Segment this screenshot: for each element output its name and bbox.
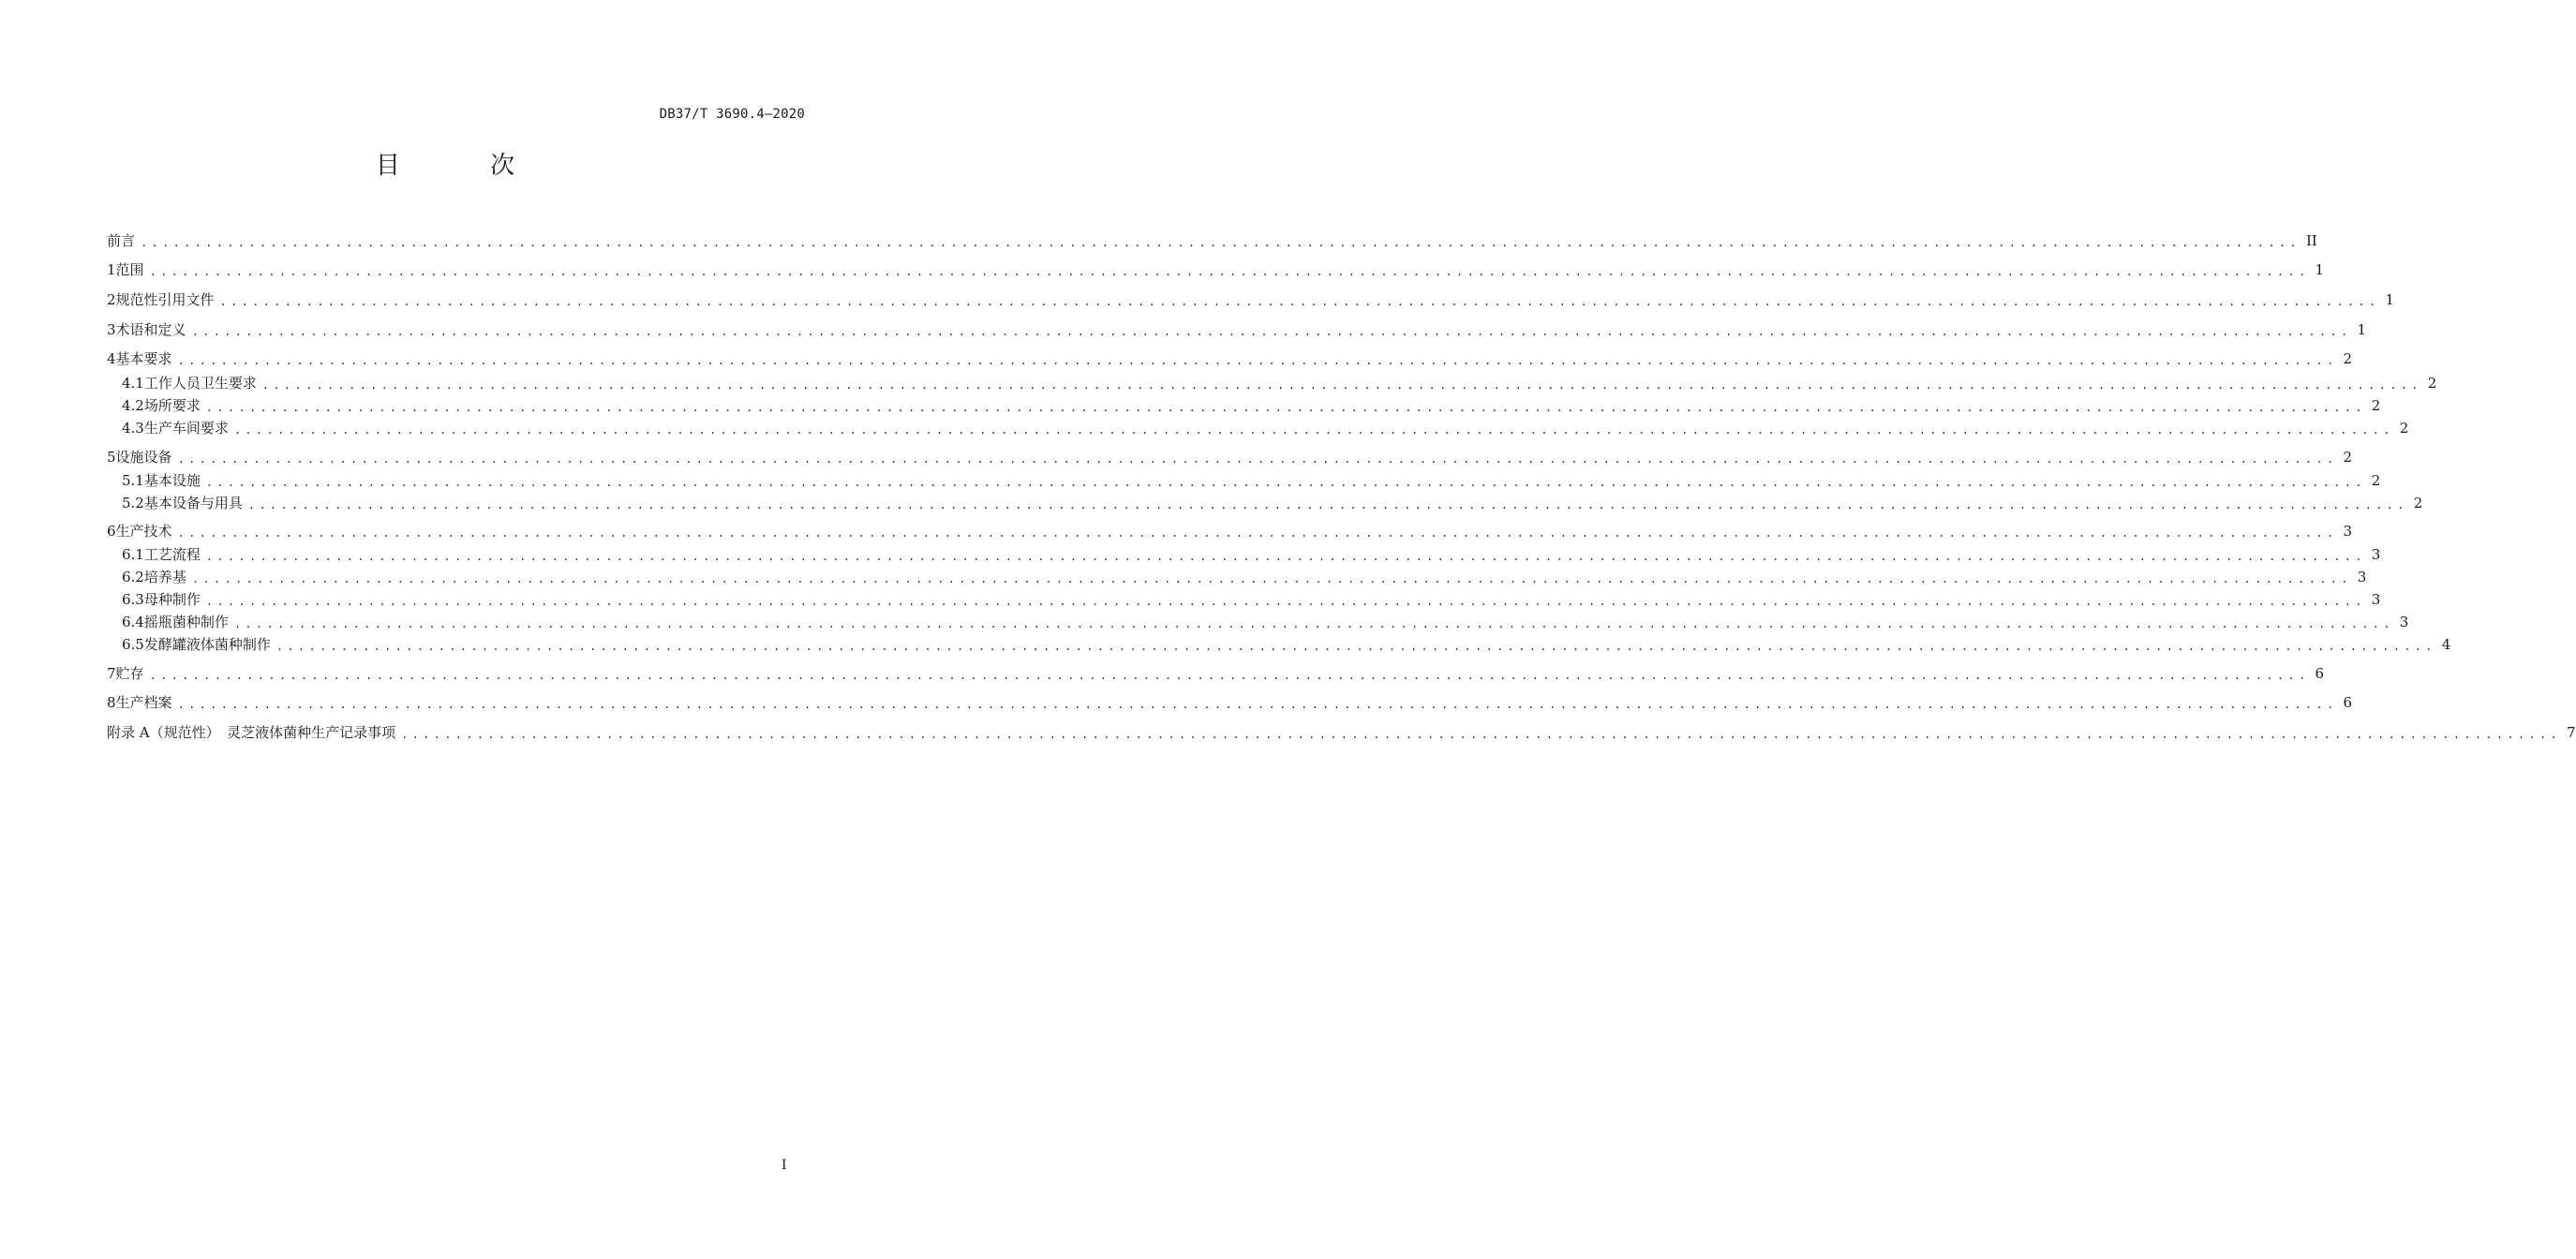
toc-entry[interactable] bbox=[107, 663, 2325, 684]
toc-entry-number: 8 bbox=[107, 694, 116, 711]
toc-entry-number: 6.3 bbox=[122, 591, 144, 608]
toc-entry[interactable] bbox=[122, 544, 2381, 565]
toc-entry-label: 场所要求 bbox=[143, 397, 201, 414]
toc-entry[interactable] bbox=[107, 521, 2353, 541]
toc-entry-label: 培养基 bbox=[143, 569, 186, 585]
toc-entry-page: 1 bbox=[2385, 291, 2395, 308]
toc-entry-label: 母种制作 bbox=[143, 591, 201, 608]
toc-leader-dots: ........................................................................................................................................................................................................ bbox=[191, 325, 2352, 338]
toc-entry-page: 6 bbox=[2315, 665, 2325, 682]
toc-entry[interactable] bbox=[122, 470, 2381, 491]
toc-entry-number: 6.1 bbox=[122, 546, 144, 563]
toc-entry-number: 4.1 bbox=[122, 375, 144, 392]
toc-entry-number: 6 bbox=[107, 523, 116, 540]
toc-entry[interactable] bbox=[122, 493, 2423, 513]
toc-leader-dots: ........................................................................................................................................................................................................ bbox=[247, 498, 2408, 511]
toc-entry-number: 6.5 bbox=[122, 636, 144, 653]
toc-entry[interactable] bbox=[122, 373, 2437, 393]
toc-leader-dots: ........................................................................................................................................................................................................ bbox=[401, 728, 2562, 741]
toc-entry-label: 基本设施 bbox=[143, 472, 201, 489]
toc-entry-label: 工作人员卫生要求 bbox=[143, 375, 257, 392]
toc-entry-number: 1 bbox=[107, 261, 116, 278]
toc-leader-dots: ........................................................................................................................................................................................................ bbox=[219, 295, 2380, 308]
toc-entry-number: 5.2 bbox=[122, 495, 144, 511]
toc-entry-label: 生产档案 bbox=[115, 694, 172, 711]
toc-entry-label: 设施设备 bbox=[115, 449, 172, 466]
toc-entry-page: 3 bbox=[2371, 546, 2381, 563]
toc-entry-page: 2 bbox=[2343, 449, 2353, 466]
toc-entry-page: 1 bbox=[2357, 321, 2367, 338]
toc-entry-page: 2 bbox=[2399, 420, 2409, 437]
toc-entry[interactable] bbox=[107, 722, 2576, 743]
toc-entry-label: 发酵罐液体菌种制作 bbox=[143, 636, 271, 653]
toc-entry-page: 2 bbox=[2371, 472, 2381, 489]
toc-entry-label: 工艺流程 bbox=[143, 546, 201, 563]
toc-leader-dots: ........................................................................................................................................................................................................ bbox=[275, 640, 2436, 653]
toc-entry-label: 范围 bbox=[115, 261, 144, 278]
toc-leader-dots: ........................................................................................................................................................................................................ bbox=[177, 452, 2338, 466]
toc-entry-number: 4.2 bbox=[122, 397, 144, 414]
toc-entry-label: 前言 bbox=[107, 232, 136, 249]
toc-entry-page: 4 bbox=[2441, 636, 2451, 653]
toc-entry-number: 4 bbox=[107, 350, 116, 367]
toc-entry-label: 术语和定义 bbox=[115, 321, 186, 338]
toc-entry-page: 1 bbox=[2315, 261, 2325, 278]
toc-entry-page: 2 bbox=[2371, 397, 2381, 414]
toc-entry-label: 基本要求 bbox=[115, 350, 172, 367]
toc-entry[interactable] bbox=[122, 634, 2451, 655]
toc-entry-label: 规范性引用文件 bbox=[115, 291, 215, 308]
document-code: DB37/T 3690.4—2020 bbox=[659, 107, 805, 122]
toc-entry[interactable] bbox=[122, 612, 2409, 632]
toc-entry-page: 3 bbox=[2343, 523, 2353, 540]
toc-leader-dots: ........................................................................................................................................................................................................ bbox=[191, 572, 2352, 585]
page-number: I bbox=[782, 1158, 787, 1173]
toc-entry-page: 3 bbox=[2371, 591, 2381, 608]
toc-leader-dots: ........................................................................................................................................................................................................ bbox=[233, 423, 2394, 437]
toc-entry[interactable] bbox=[107, 259, 2325, 280]
toc-entry[interactable] bbox=[122, 567, 2367, 587]
toc-entry-label: 贮存 bbox=[115, 665, 144, 682]
toc-leader-dots: ........................................................................................................................................................................................................ bbox=[261, 378, 2422, 392]
toc-entry-page: 2 bbox=[2427, 375, 2437, 392]
toc-entry-page: 7 bbox=[2567, 724, 2576, 741]
toc-leader-dots: ........................................................................................................................................................................................................ bbox=[149, 265, 2310, 278]
toc-entry-label: 生产车间要求 bbox=[143, 420, 229, 437]
toc-entry-number: 7 bbox=[107, 665, 116, 682]
toc-entry-number: 4.3 bbox=[122, 420, 144, 437]
toc-entry[interactable] bbox=[107, 230, 2317, 251]
toc-leader-dots: ........................................................................................................................................................................................................ bbox=[149, 669, 2310, 682]
toc-entry-page: 2 bbox=[2343, 350, 2353, 367]
toc-entry[interactable] bbox=[107, 319, 2367, 340]
toc-entry[interactable] bbox=[107, 348, 2353, 369]
toc-title: 目 次 bbox=[375, 152, 557, 180]
toc-entry-page: 3 bbox=[2357, 569, 2367, 585]
toc-entry-page: II bbox=[2305, 232, 2317, 249]
toc-entry[interactable] bbox=[122, 395, 2381, 416]
toc-entry-page: 3 bbox=[2399, 614, 2409, 630]
toc-leader-dots: ........................................................................................................................................................................................................ bbox=[177, 698, 2338, 711]
toc-entry-label: 附录 A（规范性） 灵芝液体菌种生产记录事项 bbox=[107, 724, 396, 741]
toc-entry[interactable] bbox=[107, 447, 2353, 467]
toc-entry[interactable] bbox=[107, 289, 2395, 310]
toc-entry-number: 3 bbox=[107, 321, 116, 338]
toc-leader-dots: ........................................................................................................................................................................................................ bbox=[205, 476, 2366, 489]
toc-entry-label: 摇瓶菌种制作 bbox=[143, 614, 229, 630]
toc-leader-dots: ........................................................................................................................................................................................................ bbox=[141, 236, 2301, 249]
toc-leader-dots: ........................................................................................................................................................................................................ bbox=[205, 550, 2366, 563]
toc-leader-dots: ........................................................................................................................................................................................................ bbox=[205, 401, 2366, 414]
toc-leader-dots: ........................................................................................................................................................................................................ bbox=[177, 526, 2338, 540]
toc-leader-dots: ........................................................................................................................................................................................................ bbox=[233, 617, 2394, 630]
toc-entry-page: 6 bbox=[2343, 694, 2353, 711]
toc-entry-number: 5 bbox=[107, 449, 116, 466]
toc-entry-label: 基本设备与用具 bbox=[143, 495, 243, 511]
toc-entry-number: 6.4 bbox=[122, 614, 144, 630]
toc-entry-label: 生产技术 bbox=[115, 523, 172, 540]
toc-leader-dots: ........................................................................................................................................................................................................ bbox=[177, 354, 2338, 367]
toc-entry-number: 5.1 bbox=[122, 472, 144, 489]
toc-entry[interactable] bbox=[107, 692, 2353, 713]
toc-leader-dots: ........................................................................................................................................................................................................ bbox=[205, 595, 2366, 608]
toc-entry[interactable] bbox=[122, 589, 2381, 610]
toc-entry-number: 6.2 bbox=[122, 569, 144, 585]
toc-entry-number: 2 bbox=[107, 291, 116, 308]
toc-entry-page: 2 bbox=[2413, 495, 2423, 511]
toc-entry[interactable] bbox=[122, 418, 2409, 438]
